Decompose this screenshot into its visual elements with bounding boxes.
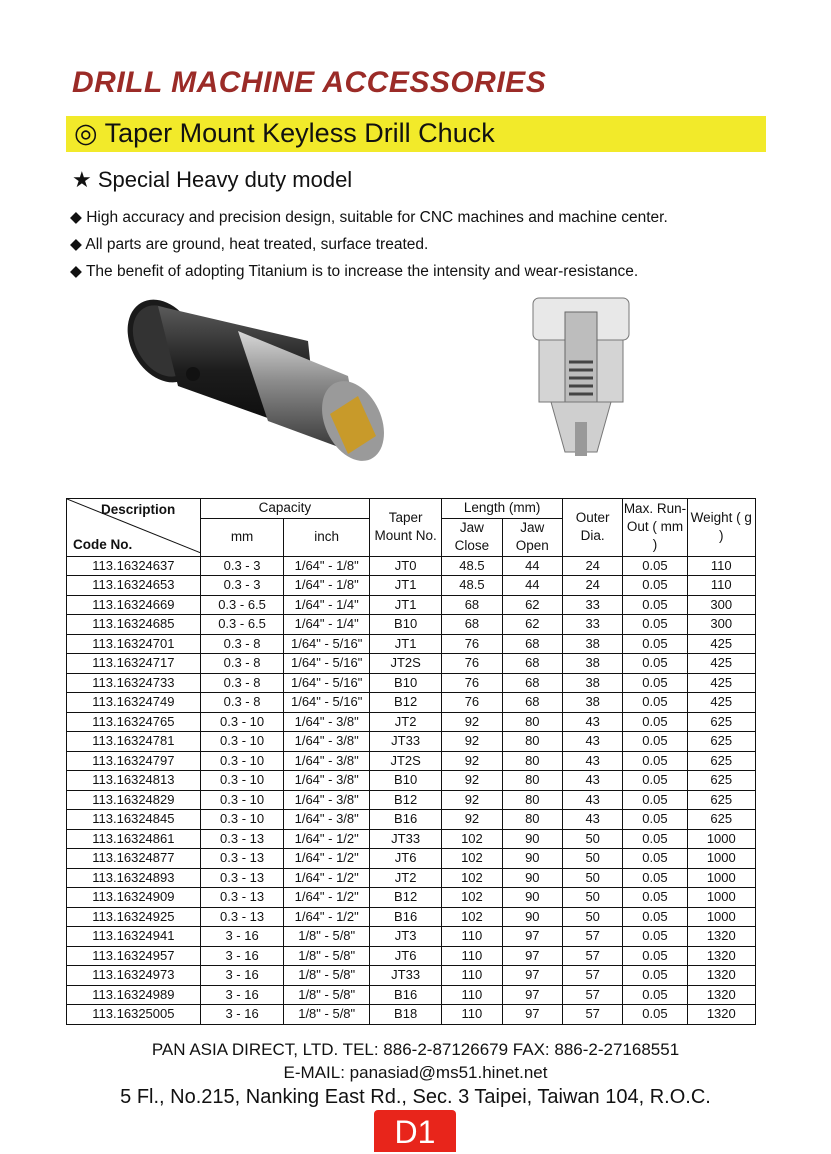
table-cell: 57 <box>562 966 622 986</box>
table-cell: 44 <box>502 556 562 576</box>
table-cell: B18 <box>370 1005 442 1025</box>
table-cell: JT33 <box>370 732 442 752</box>
taper-header: Taper Mount No. <box>370 499 442 557</box>
table-cell: 1320 <box>687 985 755 1005</box>
table-cell: JT1 <box>370 576 442 596</box>
table-cell: 44 <box>502 576 562 596</box>
table-cell: JT3 <box>370 927 442 947</box>
spec-table <box>66 498 756 1025</box>
table-cell: 0.3 - 10 <box>200 712 284 732</box>
table-cell: B10 <box>370 673 442 693</box>
table-cell: 0.05 <box>623 946 687 966</box>
table-cell: 0.05 <box>623 673 687 693</box>
table-cell: 38 <box>562 673 622 693</box>
table-row <box>67 907 756 927</box>
table-row <box>67 693 756 713</box>
table-cell: 1/8" - 5/8" <box>284 985 370 1005</box>
table-cell: 1/64" - 3/8" <box>284 790 370 810</box>
table-cell: 110 <box>687 556 755 576</box>
table-cell: 0.05 <box>623 829 687 849</box>
table-cell: 33 <box>562 595 622 615</box>
table-cell: 1/64" - 3/8" <box>284 751 370 771</box>
table-cell: 0.05 <box>623 868 687 888</box>
table-cell: 113.16324909 <box>67 888 201 908</box>
table-cell: B16 <box>370 985 442 1005</box>
table-row <box>67 790 756 810</box>
table-cell: 33 <box>562 615 622 635</box>
table-cell: 113.16324765 <box>67 712 201 732</box>
table-cell: B10 <box>370 771 442 791</box>
table-cell: JT6 <box>370 946 442 966</box>
table-row <box>67 732 756 752</box>
table-cell: 0.3 - 8 <box>200 693 284 713</box>
table-cell: 113.16324749 <box>67 693 201 713</box>
table-cell: 0.3 - 10 <box>200 751 284 771</box>
spec-table-body <box>67 556 756 1024</box>
table-cell: 113.16324893 <box>67 868 201 888</box>
table-cell: 110 <box>442 1005 502 1025</box>
table-cell: 625 <box>687 790 755 810</box>
bullet-1: ◆ High accuracy and precision design, suitable for CNC machines and machine center. <box>70 209 668 226</box>
table-row <box>67 829 756 849</box>
table-cell: JT2 <box>370 868 442 888</box>
table-row <box>67 810 756 830</box>
table-cell: 24 <box>562 576 622 596</box>
jaw-open-header: Jaw Open <box>502 518 562 556</box>
table-row <box>67 634 756 654</box>
table-cell: 92 <box>442 732 502 752</box>
table-cell: JT0 <box>370 556 442 576</box>
table-cell: 76 <box>442 673 502 693</box>
table-cell: 1000 <box>687 829 755 849</box>
table-cell: 0.3 - 8 <box>200 654 284 674</box>
table-cell: 43 <box>562 751 622 771</box>
table-cell: 43 <box>562 712 622 732</box>
table-cell: B10 <box>370 615 442 635</box>
table-cell: 102 <box>442 868 502 888</box>
table-cell: 48.5 <box>442 556 502 576</box>
table-cell: 0.05 <box>623 810 687 830</box>
table-cell: B12 <box>370 693 442 713</box>
table-cell: 38 <box>562 634 622 654</box>
table-cell: 102 <box>442 888 502 908</box>
table-cell: 90 <box>502 829 562 849</box>
table-cell: 1/8" - 5/8" <box>284 966 370 986</box>
table-cell: 1/64" - 1/2" <box>284 888 370 908</box>
table-cell: 50 <box>562 888 622 908</box>
table-cell: 0.05 <box>623 966 687 986</box>
address: 5 Fl., No.215, Nanking East Rd., Sec. 3 Taipei, Taiwan 104, R.O.C. <box>120 1086 711 1108</box>
table-cell: 3 - 16 <box>200 985 284 1005</box>
table-cell: 1/64" - 3/8" <box>284 732 370 752</box>
table-cell: JT6 <box>370 849 442 869</box>
table-cell: 0.3 - 13 <box>200 888 284 908</box>
table-cell: 97 <box>502 966 562 986</box>
table-cell: 1/64" - 3/8" <box>284 810 370 830</box>
table-cell: 97 <box>502 985 562 1005</box>
table-cell: 92 <box>442 751 502 771</box>
table-cell: 0.05 <box>623 790 687 810</box>
table-cell: 80 <box>502 712 562 732</box>
table-cell: 113.16324797 <box>67 751 201 771</box>
weight-header: Weight ( g ) <box>687 499 755 557</box>
table-cell: B12 <box>370 790 442 810</box>
table-cell: 113.16324877 <box>67 849 201 869</box>
table-cell: 62 <box>502 595 562 615</box>
table-cell: 50 <box>562 849 622 869</box>
table-row <box>67 751 756 771</box>
table-cell: JT33 <box>370 829 442 849</box>
table-cell: 1320 <box>687 1005 755 1025</box>
table-cell: 0.3 - 3 <box>200 576 284 596</box>
table-cell: 113.16324733 <box>67 673 201 693</box>
table-cell: 38 <box>562 654 622 674</box>
table-cell: 97 <box>502 1005 562 1025</box>
table-row <box>67 556 756 576</box>
table-cell: 102 <box>442 829 502 849</box>
table-cell: JT1 <box>370 634 442 654</box>
table-cell: 113.16324717 <box>67 654 201 674</box>
description-code-header <box>67 499 201 557</box>
table-row <box>67 595 756 615</box>
table-cell: B12 <box>370 888 442 908</box>
table-cell: 0.3 - 8 <box>200 634 284 654</box>
table-cell: 0.3 - 6.5 <box>200 615 284 635</box>
table-cell: 0.05 <box>623 888 687 908</box>
table-cell: 1320 <box>687 966 755 986</box>
table-cell: 1/8" - 5/8" <box>284 1005 370 1025</box>
table-cell: 57 <box>562 927 622 947</box>
email: E-MAIL: panasiad@ms51.hinet.net <box>283 1063 548 1082</box>
table-cell: 0.05 <box>623 654 687 674</box>
table-cell: 68 <box>442 615 502 635</box>
table-cell: 113.16324973 <box>67 966 201 986</box>
table-cell: 0.3 - 13 <box>200 829 284 849</box>
inch-header: inch <box>284 518 370 556</box>
table-cell: 113.16324941 <box>67 927 201 947</box>
table-cell: 43 <box>562 771 622 791</box>
table-cell: 0.3 - 3 <box>200 556 284 576</box>
table-cell: 110 <box>687 576 755 596</box>
table-row <box>67 576 756 596</box>
table-cell: 113.16324989 <box>67 985 201 1005</box>
table-cell: 300 <box>687 595 755 615</box>
table-cell: 1/64" - 1/8" <box>284 576 370 596</box>
table-cell: 113.16324669 <box>67 595 201 615</box>
table-cell: 90 <box>502 849 562 869</box>
table-cell: 0.05 <box>623 927 687 947</box>
table-cell: JT2S <box>370 654 442 674</box>
table-cell: 50 <box>562 868 622 888</box>
page-number-badge: D1 <box>374 1110 456 1152</box>
drill-chuck-cutaway <box>525 292 637 462</box>
table-cell: 113.16324829 <box>67 790 201 810</box>
table-cell: 43 <box>562 810 622 830</box>
table-cell: 625 <box>687 810 755 830</box>
table-cell: 102 <box>442 907 502 927</box>
length-header: Length (mm) <box>442 499 563 519</box>
table-cell: 92 <box>442 810 502 830</box>
code-header: Code No. <box>73 537 133 552</box>
table-cell: 625 <box>687 751 755 771</box>
table-cell: 425 <box>687 673 755 693</box>
table-cell: 110 <box>442 946 502 966</box>
table-cell: 113.16324685 <box>67 615 201 635</box>
table-cell: 1/64" - 1/4" <box>284 595 370 615</box>
table-cell: 1000 <box>687 888 755 908</box>
table-cell: 0.05 <box>623 732 687 752</box>
table-cell: 1/64" - 1/2" <box>284 907 370 927</box>
table-cell: 113.16324957 <box>67 946 201 966</box>
table-cell: 1000 <box>687 849 755 869</box>
table-cell: 0.05 <box>623 849 687 869</box>
table-cell: 80 <box>502 810 562 830</box>
table-cell: 113.16324925 <box>67 907 201 927</box>
table-cell: 38 <box>562 693 622 713</box>
table-cell: 97 <box>502 927 562 947</box>
table-cell: 76 <box>442 654 502 674</box>
table-cell: 113.16324637 <box>67 556 201 576</box>
table-cell: 0.3 - 10 <box>200 732 284 752</box>
table-cell: 0.05 <box>623 693 687 713</box>
table-cell: 3 - 16 <box>200 1005 284 1025</box>
table-cell: 113.16324653 <box>67 576 201 596</box>
table-cell: 57 <box>562 1005 622 1025</box>
table-cell: 68 <box>502 693 562 713</box>
table-cell: 68 <box>502 673 562 693</box>
table-row <box>67 985 756 1005</box>
table-cell: 68 <box>502 634 562 654</box>
table-cell: 1/64" - 1/2" <box>284 868 370 888</box>
capacity-header: Capacity <box>200 499 369 519</box>
table-cell: 102 <box>442 849 502 869</box>
table-row <box>67 771 756 791</box>
table-cell: 1/64" - 1/4" <box>284 615 370 635</box>
runout-header: Max. Run-Out ( mm ) <box>623 499 687 557</box>
table-cell: 1/8" - 5/8" <box>284 927 370 947</box>
table-cell: 80 <box>502 771 562 791</box>
table-cell: 110 <box>442 927 502 947</box>
table-cell: 92 <box>442 712 502 732</box>
table-cell: 1000 <box>687 907 755 927</box>
table-cell: 425 <box>687 654 755 674</box>
table-cell: 0.3 - 6.5 <box>200 595 284 615</box>
table-row <box>67 673 756 693</box>
table-cell: 3 - 16 <box>200 927 284 947</box>
table-cell: B16 <box>370 907 442 927</box>
table-cell: 0.05 <box>623 771 687 791</box>
table-cell: 43 <box>562 732 622 752</box>
page-title: DRILL MACHINE ACCESSORIES <box>72 66 547 99</box>
table-cell: 90 <box>502 888 562 908</box>
table-cell: 0.3 - 8 <box>200 673 284 693</box>
banner-title: ◎ Taper Mount Keyless Drill Chuck <box>74 118 495 148</box>
table-cell: 425 <box>687 634 755 654</box>
table-cell: 68 <box>442 595 502 615</box>
table-cell: 68 <box>502 654 562 674</box>
table-cell: 3 - 16 <box>200 946 284 966</box>
table-cell: 92 <box>442 790 502 810</box>
table-cell: 80 <box>502 732 562 752</box>
table-cell: 62 <box>502 615 562 635</box>
jaw-close-header: Jaw Close <box>442 518 502 556</box>
table-cell: 80 <box>502 790 562 810</box>
table-cell: 625 <box>687 771 755 791</box>
table-row <box>67 966 756 986</box>
table-cell: 0.05 <box>623 712 687 732</box>
table-row <box>67 927 756 947</box>
table-cell: 0.05 <box>623 1005 687 1025</box>
table-cell: 1/64" - 5/16" <box>284 693 370 713</box>
table-cell: 0.05 <box>623 556 687 576</box>
table-cell: 113.16324861 <box>67 829 201 849</box>
table-cell: B16 <box>370 810 442 830</box>
table-cell: 1000 <box>687 868 755 888</box>
table-cell: JT33 <box>370 966 442 986</box>
table-cell: 0.3 - 13 <box>200 907 284 927</box>
table-cell: JT2 <box>370 712 442 732</box>
table-cell: 97 <box>502 946 562 966</box>
table-cell: 3 - 16 <box>200 966 284 986</box>
table-cell: 1320 <box>687 927 755 947</box>
table-cell: 48.5 <box>442 576 502 596</box>
table-cell: 24 <box>562 556 622 576</box>
table-cell: 1/64" - 1/2" <box>284 849 370 869</box>
table-cell: JT2S <box>370 751 442 771</box>
table-cell: 50 <box>562 907 622 927</box>
table-cell: 0.3 - 10 <box>200 771 284 791</box>
table-cell: 90 <box>502 907 562 927</box>
table-cell: 113.16324813 <box>67 771 201 791</box>
mm-header: mm <box>200 518 284 556</box>
table-cell: JT1 <box>370 595 442 615</box>
table-cell: 0.3 - 13 <box>200 868 284 888</box>
table-cell: 80 <box>502 751 562 771</box>
table-cell: 1320 <box>687 946 755 966</box>
table-cell: 625 <box>687 732 755 752</box>
table-cell: 0.05 <box>623 751 687 771</box>
table-cell: 1/64" - 3/8" <box>284 712 370 732</box>
table-cell: 57 <box>562 985 622 1005</box>
table-cell: 0.05 <box>623 615 687 635</box>
table-cell: 0.05 <box>623 595 687 615</box>
table-cell: 1/64" - 1/2" <box>284 829 370 849</box>
table-row <box>67 946 756 966</box>
table-row <box>67 654 756 674</box>
table-cell: 0.05 <box>623 576 687 596</box>
table-row <box>67 615 756 635</box>
table-cell: 300 <box>687 615 755 635</box>
subtitle: ★ Special Heavy duty model <box>72 167 353 192</box>
table-cell: 92 <box>442 771 502 791</box>
table-row <box>67 888 756 908</box>
table-cell: 113.16325005 <box>67 1005 201 1025</box>
table-cell: 425 <box>687 693 755 713</box>
table-cell: 1/64" - 5/16" <box>284 634 370 654</box>
table-cell: 0.3 - 10 <box>200 810 284 830</box>
table-row <box>67 868 756 888</box>
table-cell: 1/64" - 5/16" <box>284 673 370 693</box>
table-cell: 76 <box>442 634 502 654</box>
table-cell: 90 <box>502 868 562 888</box>
table-cell: 113.16324845 <box>67 810 201 830</box>
table-cell: 57 <box>562 946 622 966</box>
table-cell: 1/64" - 3/8" <box>284 771 370 791</box>
table-cell: 0.05 <box>623 907 687 927</box>
table-cell: 50 <box>562 829 622 849</box>
table-cell: 113.16324701 <box>67 634 201 654</box>
table-cell: 43 <box>562 790 622 810</box>
table-cell: 625 <box>687 712 755 732</box>
company-contact: PAN ASIA DIRECT, LTD. TEL: 886-2-87126679 FAX: 886-2-27168551 <box>151 1040 680 1059</box>
bullet-2: ◆ All parts are ground, heat treated, surface treated. <box>70 236 429 253</box>
drill-chuck-photo <box>118 286 398 476</box>
table-cell: 0.05 <box>623 634 687 654</box>
outer-header: Outer Dia. <box>562 499 622 557</box>
bullet-3: ◆ The benefit of adopting Titanium is to increase the intensity and wear-resistance. <box>70 263 639 280</box>
table-cell: 1/8" - 5/8" <box>284 946 370 966</box>
table-row <box>67 1005 756 1025</box>
table-cell: 110 <box>442 985 502 1005</box>
description-header: Description <box>101 502 176 517</box>
table-cell: 0.05 <box>623 985 687 1005</box>
table-cell: 76 <box>442 693 502 713</box>
table-row <box>67 849 756 869</box>
table-cell: 113.16324781 <box>67 732 201 752</box>
table-cell: 0.3 - 10 <box>200 790 284 810</box>
table-cell: 1/64" - 1/8" <box>284 556 370 576</box>
table-cell: 110 <box>442 966 502 986</box>
table-row <box>67 712 756 732</box>
table-cell: 0.3 - 13 <box>200 849 284 869</box>
table-cell: 1/64" - 5/16" <box>284 654 370 674</box>
